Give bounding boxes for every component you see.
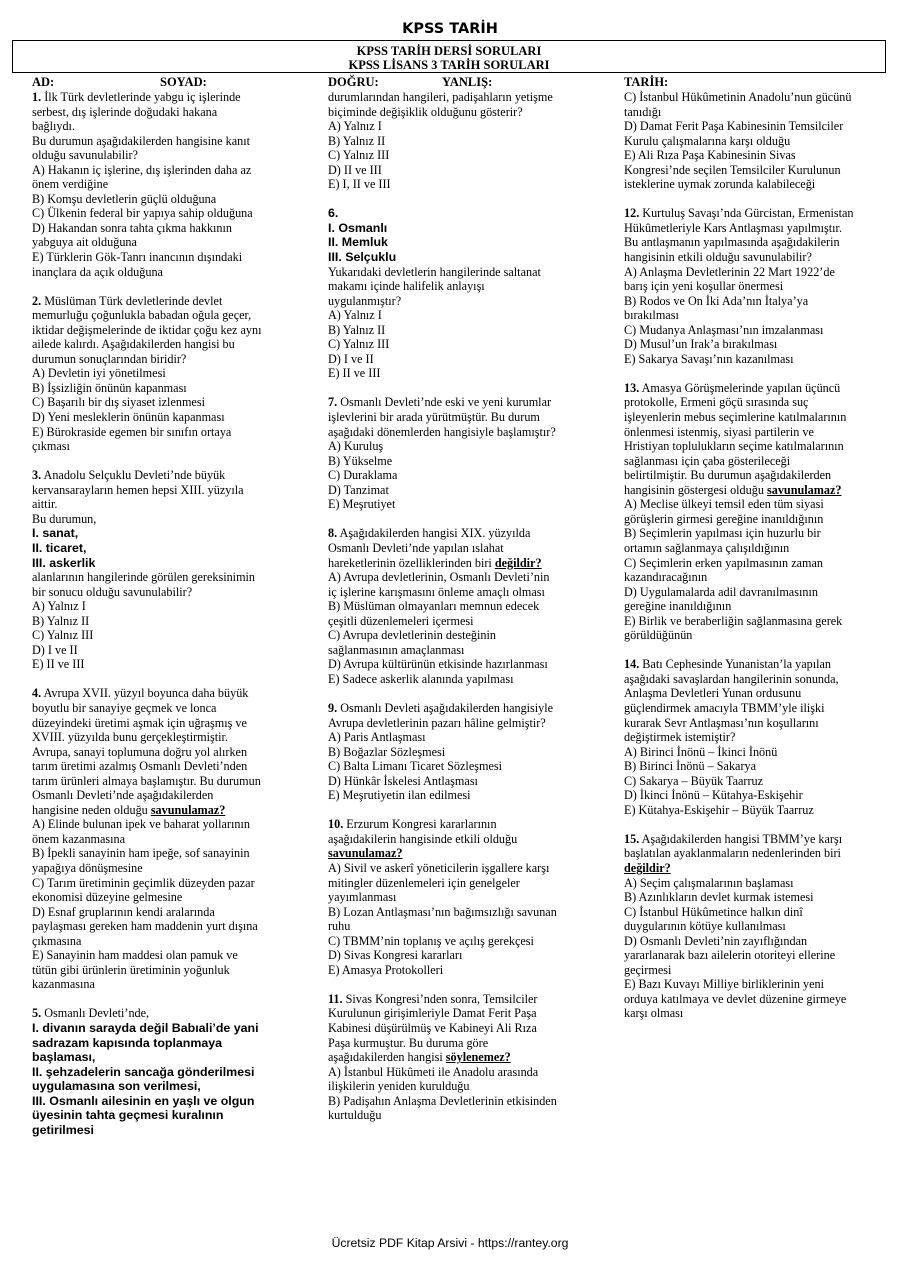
blank-line xyxy=(32,992,290,1007)
text-line: ekonomisi düzeyine gelmesine xyxy=(32,890,183,905)
blank-line xyxy=(328,512,600,527)
text-line: Osmanlı Devleti’nde yapılan ıslahat xyxy=(328,540,504,555)
text-line: yabguya ait olduğuna xyxy=(32,235,137,250)
text-line: mitingler düzenlemeleri için genelgeler xyxy=(328,875,520,890)
text-line: D) Tanzimat xyxy=(328,482,389,497)
text-line: D) Musul’un Irak’a bırakılması xyxy=(624,337,778,352)
emphasis-text: 10. xyxy=(328,817,344,832)
text-line xyxy=(328,526,600,541)
text-line: E) II ve III xyxy=(32,657,85,672)
text-line: II. şehzadelerin sancağa gönderilmesi xyxy=(32,1064,255,1079)
text-line: hangisinin etkili olduğu savunulabilir? xyxy=(624,250,812,265)
text-line: D) Damat Ferit Paşa Kabinesinin Temsilciler xyxy=(624,119,844,134)
line-text: aşağıdakilerden hangisi xyxy=(328,1050,446,1065)
line-text: Amasya Görüşmelerinde yapılan üçüncü xyxy=(639,380,841,395)
question-column-1 xyxy=(32,90,290,1137)
text-line: C) Yalnız III xyxy=(32,628,94,643)
text-line: A) Yalnız I xyxy=(32,599,86,614)
text-line: Avrupa devletlerinin pazarı hâline gelmiştir? xyxy=(328,715,546,730)
text-line: A) İstanbul Hükûmeti ile Anadolu arasında xyxy=(328,1064,539,1079)
emphasis-text: 15. xyxy=(624,831,640,846)
text-line xyxy=(32,90,290,105)
text-line xyxy=(328,992,600,1007)
line-text: Müslüman Türk devletlerinde devlet xyxy=(41,293,223,308)
text-line: A) Yalnız I xyxy=(328,308,382,323)
text-line: durumlarından hangileri, padişahların yetişme xyxy=(328,90,553,104)
text-line: E) Bazı Kuvayı Milliye birliklerinin yeni xyxy=(624,977,825,992)
text-line: Anlaşma Devletleri Yunan ordusunu xyxy=(624,686,802,701)
text-line: D) I ve II xyxy=(32,642,78,657)
blank-line xyxy=(328,803,600,818)
line-text: Batı Cephesinde Yunanistan’la yapılan xyxy=(639,657,832,672)
text-line xyxy=(624,657,874,672)
text-line: ailede kalırdı. Aşağıdakilerden hangisi bu xyxy=(32,337,235,352)
text-line: yayımlanması xyxy=(328,890,397,905)
text-line: Hükûmetleriyle Kars Antlaşması yapılmıştır. xyxy=(624,220,842,235)
line-text: Anadolu Selçuklu Devleti’nde büyük xyxy=(41,468,226,483)
blank-line xyxy=(624,192,874,207)
text-line: B) Komşu devletlerin güçlü olduğuna xyxy=(32,191,217,206)
text-line xyxy=(32,686,290,701)
text-line: C) Ülkenin federal bir yapıya sahip olduğuna xyxy=(32,206,253,221)
text-line: E) Bürokraside egemen bir sınıfın ortaya xyxy=(32,424,232,439)
blank-line xyxy=(32,672,290,687)
text-line: D) Avrupa kültürünün etkisinde hazırlanması xyxy=(328,657,548,672)
text-line: ortamın sağlanmaya çalışıldığının xyxy=(624,540,790,555)
text-line: görüşlerin girmesi gereğine inanıldığının xyxy=(624,511,824,526)
question-column-2 xyxy=(328,90,600,1123)
text-line: Bu durumun, xyxy=(32,511,97,526)
line-text: Avrupa XVII. yüzyıl boyunca daha büyük xyxy=(41,686,249,701)
line-text: İlk Türk devletlerinde yabgu iç işlerinde xyxy=(41,90,241,104)
line-text: hareketlerinin özelliklerinden biri xyxy=(328,555,495,570)
text-line xyxy=(32,294,290,309)
text-line: B) İşsizliğin önünün kapanması xyxy=(32,380,187,395)
text-line: C) Duraklama xyxy=(328,468,398,483)
text-line: C) İstanbul Hükûmetince halkın dinî xyxy=(624,904,803,919)
text-line: B) Yalnız II xyxy=(328,133,386,148)
text-line: önlenmesi istenmiş, siyasi partilerin ve xyxy=(624,424,814,439)
blank-line xyxy=(624,817,874,832)
text-line: E) II ve III xyxy=(328,366,381,381)
text-line: işleyenlerin mebus seçimlerine katılmalarının xyxy=(624,410,847,425)
text-line: D) I ve II xyxy=(328,351,374,366)
text-line: III. Selçuklu xyxy=(328,250,397,265)
text-line xyxy=(624,381,874,396)
text-line: duygularının kötüye kullanılması xyxy=(624,919,786,934)
text-line: ilişkilerin yeniden kurulduğu xyxy=(328,1079,470,1094)
text-line: barış için yeni koşullar önermesi xyxy=(624,279,784,294)
text-line xyxy=(328,817,600,832)
text-line: iktidar değişmelerinde de iktidar çoğu kez aynı xyxy=(32,322,262,337)
text-line: C) Seçimlerin erken yapılmasının zaman xyxy=(624,555,823,570)
text-line: I. Osmanlı xyxy=(328,220,388,235)
text-line: kurarak Sevr Antlaşması’nın koşullarını xyxy=(624,715,819,730)
header-box xyxy=(12,40,886,73)
emphasis-text: 5. xyxy=(32,1006,42,1021)
text-line: uygulamasına son verilmesi, xyxy=(32,1079,201,1094)
text-line: aşağıdaki savaşlardan hangilerinin sonunda, xyxy=(624,671,839,686)
text-line: D) Hakandan sonra tahta çıkma hakkının xyxy=(32,220,233,235)
text-line: önem kazanmasına xyxy=(32,831,126,846)
line-text: Osmanlı Devleti aşağıdakilerden hangisiyle xyxy=(337,700,554,715)
text-line: A) Seçim çalışmalarının başlaması xyxy=(624,875,794,890)
text-line: E) Birlik ve beraberliğin sağlanmasına gerek xyxy=(624,613,843,628)
text-line: inançlara da açık olduğuna xyxy=(32,264,163,279)
emphasis-text: savunulamaz? xyxy=(328,846,403,861)
tarih-label: TARİH: xyxy=(624,75,669,89)
emphasis-text: savunulamaz? xyxy=(766,482,842,497)
text-line: C) TBMM’nin toplanış ve açılış gerekçesi xyxy=(328,933,534,948)
text-line: isteklerine uymak zorunda kalabileceği xyxy=(624,177,816,192)
text-line: Avrupa, sanayi toplumuna doğru yol alırken xyxy=(32,744,248,759)
emphasis-text: 7. xyxy=(328,395,338,410)
emphasis-text: değildir? xyxy=(624,860,671,875)
text-line: E) Meşrutiyetin ilan edilmesi xyxy=(328,788,471,803)
text-line: başlatılan ayaklanmaların nedenlerinden biri xyxy=(624,846,841,861)
text-line: E) I, II ve III xyxy=(328,177,391,192)
text-line: II. ticaret, xyxy=(32,540,87,555)
text-line: Osmanlı Devleti’nde aşağıdakilerden xyxy=(32,788,214,803)
text-line: III. askerlik xyxy=(32,555,96,570)
emphasis-text: 4. xyxy=(32,686,42,701)
text-line: E) Sadece askerlik alanında yapılması xyxy=(328,671,514,686)
text-line: B) Padişahın Anlaşma Devletlerinin etkisinden xyxy=(328,1093,557,1108)
emphasis-text: 9. xyxy=(328,700,338,715)
text-line: değiştirmek istemiştir? xyxy=(624,730,736,745)
text-line: C) Sakarya – Büyük Taarruz xyxy=(624,773,764,788)
text-line: C) Tarım üretiminin geçimlik düzeyden pazar xyxy=(32,875,255,890)
text-line: çıkması xyxy=(32,439,70,454)
blank-line xyxy=(328,381,600,396)
text-line xyxy=(328,395,600,410)
text-line: A) Elinde bulunan ipek ve baharat yollarının xyxy=(32,817,250,832)
text-line: XVIII. yüzyılda bunu gerçekleştirmiştir. xyxy=(32,730,228,745)
blank-line xyxy=(32,279,290,294)
text-line: biçiminde değişiklik olduğunu gösterir? xyxy=(328,104,523,119)
line-text: Osmanlı Devleti’nde eski ve yeni kurumlar xyxy=(337,395,552,410)
text-line: Bu antlaşmanın yapılmasında aşağıdakilerin xyxy=(624,235,840,250)
text-line: kurtulduğu xyxy=(328,1108,382,1123)
text-line: D) Sivas Kongresi kararları xyxy=(328,948,463,963)
text-line: iç işlerine karışmasını önleme amaçlı olması xyxy=(328,584,545,599)
yanlis-label: YANLIŞ: xyxy=(442,75,493,89)
soyad-label: SOYAD: xyxy=(160,75,207,89)
header-title: KPSS TARİH DERSİ SORULARI xyxy=(356,44,542,58)
text-line xyxy=(328,701,600,716)
line-text: Sivas Kongresi’nden sonra, Temsilciler xyxy=(342,991,538,1006)
emphasis-text: söylenemez? xyxy=(445,1050,511,1065)
text-line: ruhu xyxy=(328,919,351,934)
text-line: B) Yalnız II xyxy=(328,322,386,337)
text-line: getirilmesi xyxy=(32,1122,94,1137)
text-line: aşağıdakilerin hangisinde etkili olduğu xyxy=(328,831,518,846)
emphasis-text: 3. xyxy=(32,468,42,483)
text-line: E) Sakarya Savaşı’nın kazanılması xyxy=(624,351,794,366)
text-line: E) Meşrutiyet xyxy=(328,497,396,512)
text-line: E) Kütahya-Eskişehir – Büyük Taarruz xyxy=(624,802,814,817)
text-line: C) İstanbul Hükûmetinin Anadolu’nun gücünü xyxy=(624,90,852,104)
text-line: tarım üretimi azalmış Osmanlı Devleti’nden xyxy=(32,759,248,774)
text-line: başlaması, xyxy=(32,1050,96,1065)
text-line: I. sanat, xyxy=(32,526,79,541)
emphasis-text: 8. xyxy=(328,526,338,541)
emphasis-text: savunulamaz? xyxy=(150,802,226,817)
text-line: geçirmesi xyxy=(624,962,672,977)
text-line: D) II ve III xyxy=(328,162,382,177)
text-line: I. divanın sarayda değil Babıali’de yani xyxy=(32,1021,259,1035)
text-line: A) Hakanın iç işlerine, dış işlerinden daha az xyxy=(32,162,252,177)
text-line: orduya katılmaya ve devlet düzenine girmeye xyxy=(624,991,847,1006)
text-line: II. Memluk xyxy=(328,235,388,250)
text-line: üyesinin tahta geçmesi kuralının xyxy=(32,1108,224,1123)
text-line: aşağıdaki dönemlerden hangisiyle başlamıştır? xyxy=(328,424,556,439)
text-line: durumun sonuçlarından biridir? xyxy=(32,351,187,366)
text-line: B) Boğazlar Sözleşmesi xyxy=(328,744,446,759)
text-line: A) Devletin iyi yönetilmesi xyxy=(32,366,166,381)
text-line: uygulanmıştır? xyxy=(328,293,402,308)
text-line: sağlanması için çaba gösterileceği xyxy=(624,453,791,468)
text-line: Kurulunun girişimleriyle Damat Ferit Paşa xyxy=(328,1006,537,1021)
text-line: D) Esnaf gruplarının kendi aralarında xyxy=(32,904,215,919)
text-line: güçlendirmek amacıyla TBMM’yle ilişki xyxy=(624,700,825,715)
text-line: boyutlu bir sanayiye geçmek ve lonca xyxy=(32,700,217,715)
text-line: Bu durumun aşağıdakilerden hangisine kanıt xyxy=(32,133,250,148)
text-line: yapağıya dönüşmesine xyxy=(32,860,143,875)
text-line: bırakılması xyxy=(624,308,679,323)
text-line: A) Avrupa devletlerinin, Osmanlı Devleti’nin xyxy=(328,570,550,585)
text-line xyxy=(328,1050,600,1065)
text-line xyxy=(624,832,874,847)
text-line xyxy=(32,803,290,818)
blank-line xyxy=(32,454,290,469)
line-text: Aşağıdakilerden hangisi TBMM’ye karşı xyxy=(639,831,843,846)
text-line: gereğine inanıldığının xyxy=(624,599,732,614)
text-line: düzeyindeki üretimi aşmak için uğraşmış ve xyxy=(32,715,247,730)
text-line: C) Başarılı bir dış siyaset izlenmesi xyxy=(32,395,205,410)
text-line: bağlıydı. xyxy=(32,119,75,134)
text-line: karşı olması xyxy=(624,1006,684,1021)
text-line: Kurulu çalışmalarına karşı olduğu xyxy=(624,133,791,148)
text-line: A) Birinci İnönü – İkinci İnönü xyxy=(624,744,778,759)
blank-line xyxy=(624,643,874,658)
text-line: memurluğu çoğunlukla babadan oğula geçer, xyxy=(32,308,252,323)
text-line: serbest, dış işlerinde doğudaki hakana xyxy=(32,104,218,119)
footer-text: Ücretsiz PDF Kitap Arsivi - https://rantey.org xyxy=(331,1236,569,1250)
text-line: B) Birinci İnönü – Sakarya xyxy=(624,759,757,774)
text-line: III. Osmanlı ailesinin en yaşlı ve olgun xyxy=(32,1093,255,1108)
text-line: A) Kuruluş xyxy=(328,439,384,454)
text-line: çeşitli düzenlemeleri içermesi xyxy=(328,613,474,628)
line-text: Osmanlı Devleti’nde, xyxy=(41,1006,150,1021)
text-line: tanıdığı xyxy=(624,104,662,119)
blank-line xyxy=(624,366,874,381)
text-line: tarım ürünleri almaya başlamıştır. Bu durumun xyxy=(32,773,261,788)
line-text: Kurtuluş Savaşı’nda Gürcistan, Ermenistan xyxy=(639,206,854,221)
text-line: A) Paris Antlaşması xyxy=(328,730,426,745)
text-line: alanlarının hangilerinde görülen gereksinimin xyxy=(32,570,256,585)
blank-line xyxy=(328,192,600,207)
text-line: belirtilmiştir. Bu durumun aşağıdakilerden xyxy=(624,468,832,483)
emphasis-text: 12. xyxy=(624,206,640,221)
text-line: Yukarıdaki devletlerin hangilerinde saltanat xyxy=(328,264,541,279)
text-line: B) Rodos ve On İki Ada’nın İtalya’ya xyxy=(624,293,809,308)
text-line: aittir. xyxy=(32,497,58,512)
text-line: görüldüğünün xyxy=(624,628,693,643)
question-column-3 xyxy=(624,90,874,1021)
text-line: protokolle, Ermeni göçü sırasında suç xyxy=(624,395,809,410)
text-line: olduğu savunulabilir? xyxy=(32,148,138,163)
line-text: Aşağıdakilerden hangisi XIX. yüzyılda xyxy=(337,526,531,541)
text-line: kervansarayların hemen hepsi XIII. yüzyıla xyxy=(32,482,244,497)
text-line: D) Yeni mesleklerin önünün kapanması xyxy=(32,410,225,425)
emphasis-text: değildir? xyxy=(494,555,542,570)
text-line: C) Yalnız III xyxy=(328,337,390,352)
text-line: makamı içinde halifelik anlayışı xyxy=(328,279,485,294)
emphasis-text: 13. xyxy=(624,380,640,395)
emphasis-text: 1. xyxy=(32,90,42,104)
text-line: A) Sivil ve askerî yöneticilerin işgallere karşı xyxy=(328,860,550,875)
text-line: tütün gibi ürünlerin üretiminin yoğunluk xyxy=(32,962,230,977)
text-line: sağlanmasının amaçlanması xyxy=(328,642,465,657)
text-line: A) Meclise ülkeyi temsil eden tüm siyasi xyxy=(624,497,824,512)
text-line xyxy=(328,556,600,571)
text-line: B) Seçimlerin yapılması için huzurlu bir xyxy=(624,526,821,541)
text-line: yararlanarak bazı ailelerin otoriteyi ellerine xyxy=(624,948,836,963)
text-line: kazanmasına xyxy=(32,977,95,992)
text-line xyxy=(624,861,874,876)
text-line: C) Avrupa devletlerinin desteğinin xyxy=(328,628,496,643)
text-line: paylaşması gereken ham maddenin yurt dışına xyxy=(32,919,258,934)
emphasis-text: 2. xyxy=(32,293,42,308)
text-line: D) Hünkâr İskelesi Antlaşması xyxy=(328,773,478,788)
text-line: B) Azınlıkların devlet kurmak istemesi xyxy=(624,890,814,905)
dogru-label: DOĞRU: xyxy=(328,75,379,89)
text-line: B) Yalnız II xyxy=(32,613,90,628)
text-line: Kongresi’nde seçilen Temsilciler Kurulunun xyxy=(624,162,841,177)
text-line: Kabinesi düşürülmüş ve Kabineyi Ali Rıza xyxy=(328,1021,537,1035)
text-line xyxy=(32,468,290,483)
text-line: E) Ali Rıza Paşa Kabinesinin Sivas xyxy=(624,148,796,163)
text-line: Hristiyan toplulukların seçime katılmalarının xyxy=(624,439,844,454)
text-line: E) Amasya Protokolleri xyxy=(328,962,444,977)
text-line: önem verdiğine xyxy=(32,177,109,192)
text-line: C) Yalnız III xyxy=(328,148,390,163)
ad-label: AD: xyxy=(32,75,55,89)
text-line: 6. xyxy=(328,206,339,221)
text-line xyxy=(32,1006,290,1021)
text-line xyxy=(624,206,874,221)
text-line: E) Türklerin Gök-Tanrı inancının dışındaki xyxy=(32,250,243,265)
text-line: D) Uygulamalarda adil davranılmasının xyxy=(624,584,818,599)
text-line xyxy=(328,846,600,861)
text-line: çıkmasına xyxy=(32,933,82,948)
text-line: kazandıracağının xyxy=(624,570,708,585)
emphasis-text: 14. xyxy=(624,657,640,672)
text-line: C) Balta Limanı Ticaret Sözleşmesi xyxy=(328,759,502,774)
text-line: D) Osmanlı Devleti’nin zayıflığından xyxy=(624,933,808,948)
text-line: işlevlerini bir arada yürütmüştür. Bu durum xyxy=(328,410,540,425)
text-line: D) İkinci İnönü – Kütahya-Eskişehir xyxy=(624,788,803,803)
blank-line xyxy=(328,686,600,701)
text-line: A) Yalnız I xyxy=(328,119,382,134)
page-title: KPSS TARİH xyxy=(402,21,498,37)
text-line: E) Sanayinin ham maddesi olan pamuk ve xyxy=(32,948,238,963)
text-line: B) Müslüman olmayanları memnun edecek xyxy=(328,599,540,614)
text-line: B) Lozan Antlaşması’nın bağımsızlığı savunan xyxy=(328,904,557,919)
text-line: bir sonucu olduğu savunulabilir? xyxy=(32,584,193,599)
text-line xyxy=(624,483,874,498)
text-line: B) Yükselme xyxy=(328,453,393,468)
emphasis-text: 11. xyxy=(328,991,343,1006)
blank-line xyxy=(328,977,600,992)
header-subtitle: KPSS LİSANS 3 TARİH SORULARI xyxy=(348,58,550,72)
text-line: sadrazam kapısında toplanmaya xyxy=(32,1035,223,1050)
line-text: hangisine neden olduğu xyxy=(32,802,151,817)
text-line: C) Mudanya Anlaşması’nın imzalanması xyxy=(624,322,824,337)
text-line: A) Anlaşma Devletlerinin 22 Mart 1922’de xyxy=(624,264,835,279)
line-text: hangisinin göstergesi olduğu xyxy=(624,482,767,497)
text-line: B) İpekli sanayinin ham ipeğe, sof sanayinin xyxy=(32,846,250,861)
text-line: Paşa kurmuştur. Bu duruma göre xyxy=(328,1035,489,1050)
line-text: Erzurum Kongresi kararlarının xyxy=(343,817,497,832)
